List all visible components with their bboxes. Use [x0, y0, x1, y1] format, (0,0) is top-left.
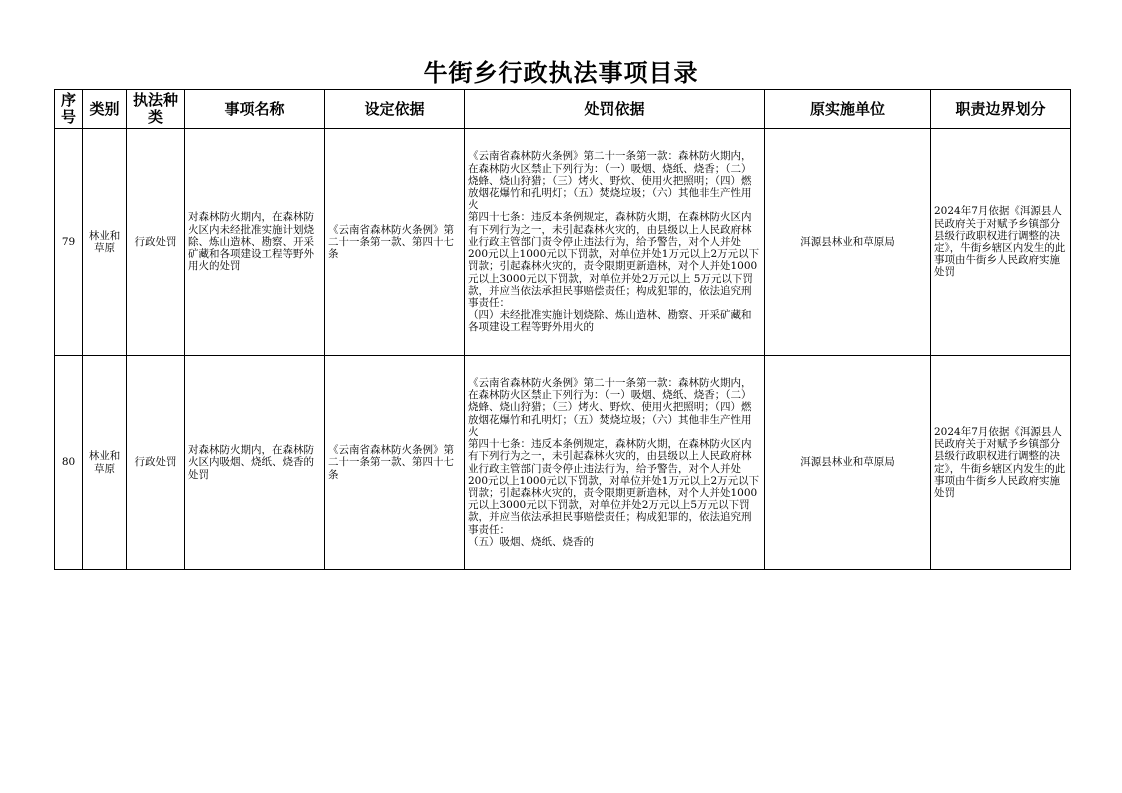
enforcement-table: [54, 89, 1071, 570]
cell-unit: 洱源县林业和草原局: [765, 356, 931, 570]
cell-boundary: 2024年7月依据《洱源县人民政府关于对赋予乡镇部分县级行政职权进行调整的决定》，牛街乡辖区内发生的此事项由牛街乡人民政府实施处罚: [931, 129, 1071, 356]
cell-category: 林业和草原: [83, 129, 127, 356]
cell-penalty: 《云南省森林防火条例》第二十一条第一款：森林防火期内，在森林防火区禁止下列行为：（一）吸烟、烧纸、烧香；（二）烧蜂、烧山狩猎；（三）烤火、野炊、使用火把照明；（四）燃放烟花爆竹和孔明灯；（五）焚烧垃圾；（六）其他非生产性用火 第四十七条：违反本条例规定，森林防火期，在森林防火区内有下列行为之一，未引起森林火灾的，由县级以上人民政府林业行政主管部门责令停止违法行为，给予警告，对个人并处200元以上1000元以下罚款，对单位并处1万元以上2万元以下罚款；引起森林火灾的，责令限期更新造林，对个人并处1000元以上3000元以下罚款，对单位并处2万元以上5万元以下罚款，并应当依法承担民事赔偿责任；构成犯罪的，依法追究刑事责任： （五）吸烟、烧纸、烧香的: [465, 356, 765, 570]
cell-basis: 《云南省森林防火条例》第二十一条第一款、第四十七条: [325, 356, 465, 570]
col-header-basis: 设定依据: [325, 90, 465, 129]
col-header-penalty: 处罚依据: [465, 90, 765, 129]
cell-name: 对森林防火期内，在森林防火区内吸烟、烧纸、烧香的处罚: [185, 356, 325, 570]
cell-type: 行政处罚: [127, 356, 185, 570]
page-title: 牛街乡行政执法事项目录: [423, 59, 699, 87]
table-row: [55, 356, 1071, 570]
col-header-type: 执法种类: [127, 90, 185, 129]
cell-category: 林业和草原: [83, 356, 127, 570]
cell-boundary: 2024年7月依据《洱源县人民政府关于对赋予乡镇部分县级行政职权进行调整的决定》，牛街乡辖区内发生的此事项由牛街乡人民政府实施处罚: [931, 356, 1071, 570]
col-header-boundary: 职责边界划分: [931, 90, 1071, 129]
table-row: [55, 129, 1071, 356]
cell-seq: 79: [55, 129, 83, 356]
col-header-unit: 原实施单位: [765, 90, 931, 129]
cell-type: 行政处罚: [127, 129, 185, 356]
header-row: [55, 90, 1071, 129]
col-header-name: 事项名称: [185, 90, 325, 129]
col-header-category: 类别: [83, 90, 127, 129]
col-header-seq: 序号: [55, 90, 83, 129]
cell-basis: 《云南省森林防火条例》第二十一条第一款、第四十七条: [325, 129, 465, 356]
cell-seq: 80: [55, 356, 83, 570]
cell-penalty: 《云南省森林防火条例》第二十一条第一款：森林防火期内，在森林防火区禁止下列行为：（一）吸烟、烧纸、烧香；（二）烧蜂、烧山狩猎；（三）烤火、野炊、使用火把照明；（四）燃放烟花爆竹和孔明灯；（五）焚烧垃圾；（六）其他非生产性用火 第四十七条：违反本条例规定，森林防火期，在森林防火区内有下列行为之一，未引起森林火灾的，由县级以上人民政府林业行政主管部门责令停止违法行为，给予警告，对个人并处200元以上1000元以下罚款，对单位并处1万元以上2万元以下罚款；引起森林火灾的，责令限期更新造林，对个人并处1000元以上3000元以下罚款，对单位并处2万元以上 5万元以下罚款，并应当依法承担民事赔偿责任；构成犯罪的，依法追究刑事责任： （四）未经批准实施计划烧除、炼山造林、勘察、开采矿藏和各项建设工程等野外用火的: [465, 129, 765, 356]
cell-name: 对森林防火期内，在森林防火区内未经批准实施计划烧除、炼山造林、勘察、开采矿藏和各项建设工程等野外用火的处罚: [185, 129, 325, 356]
cell-unit: 洱源县林业和草原局: [765, 129, 931, 356]
